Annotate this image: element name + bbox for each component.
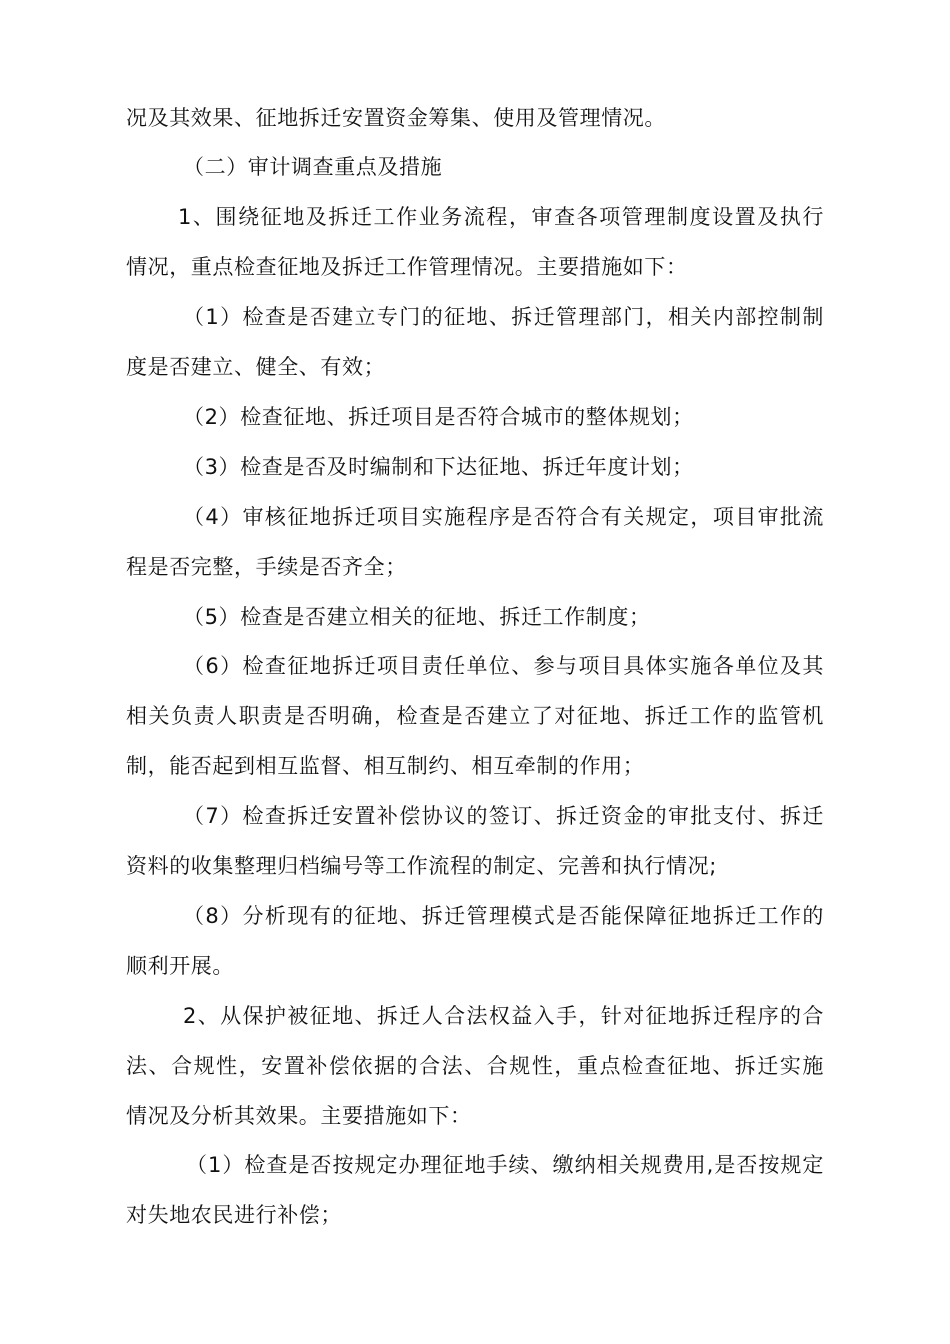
text-line: 制，能否起到相互监督、相互制约、相互牵制的作用；: [126, 754, 645, 778]
text-line: （3）检查是否及时编制和下达征地、拆迁年度计划；: [183, 455, 694, 479]
text-line: 对失地农民进行补偿；: [126, 1203, 342, 1227]
text-line: （2）检查征地、拆迁项目是否符合城市的整体规划；: [183, 405, 694, 429]
text-line: 情况，重点检查征地及拆迁工作管理情况。主要措施如下：: [126, 255, 688, 279]
text-line: 法、合规性，安置补偿依据的合法、合规性，重点检查征地、拆迁实施: [126, 1054, 824, 1078]
text-line: （8）分析现有的征地、拆迁管理模式是否能保障征地拆迁工作的: [183, 904, 824, 928]
text-line: （1）检查是否按规定办理征地手续、缴纳相关规费用,是否按规定: [186, 1153, 824, 1177]
text-line: （4）审核征地拆迁项目实施程序是否符合有关规定，项目审批流: [183, 505, 824, 529]
text-line: 资料的收集整理归档编号等工作流程的制定、完善和执行情况;: [126, 854, 717, 878]
text-line: 程是否完整，手续是否齐全；: [126, 555, 407, 579]
text-line: 度是否建立、健全、有效；: [126, 355, 386, 379]
text-line: 况及其效果、征地拆迁安置资金筹集、使用及管理情况。: [126, 106, 666, 130]
text-line: 顺利开展。: [126, 954, 234, 978]
text-line: （1）检查是否建立专门的征地、拆迁管理部门，相关内部控制制: [183, 305, 824, 329]
text-line: 情况及分析其效果。主要措施如下：: [126, 1104, 472, 1128]
text-line: （6）检查征地拆迁项目责任单位、参与项目具体实施各单位及其: [183, 654, 824, 678]
text-line: 相关负责人职责是否明确，检查是否建立了对征地、拆迁工作的监管机: [126, 704, 824, 728]
section-heading: （二）审计调查重点及措施: [183, 155, 443, 179]
text-line: （7）检查拆迁安置补偿协议的签订、拆迁资金的审批支付、拆迁: [183, 804, 824, 828]
text-line: （5）检查是否建立相关的征地、拆迁工作制度；: [183, 605, 651, 629]
text-line: 2、从保护被征地、拆迁人合法权益入手，针对征地拆迁程序的合: [183, 1004, 824, 1028]
text-line: 1、围绕征地及拆迁工作业务流程，审查各项管理制度设置及执行: [178, 205, 824, 229]
